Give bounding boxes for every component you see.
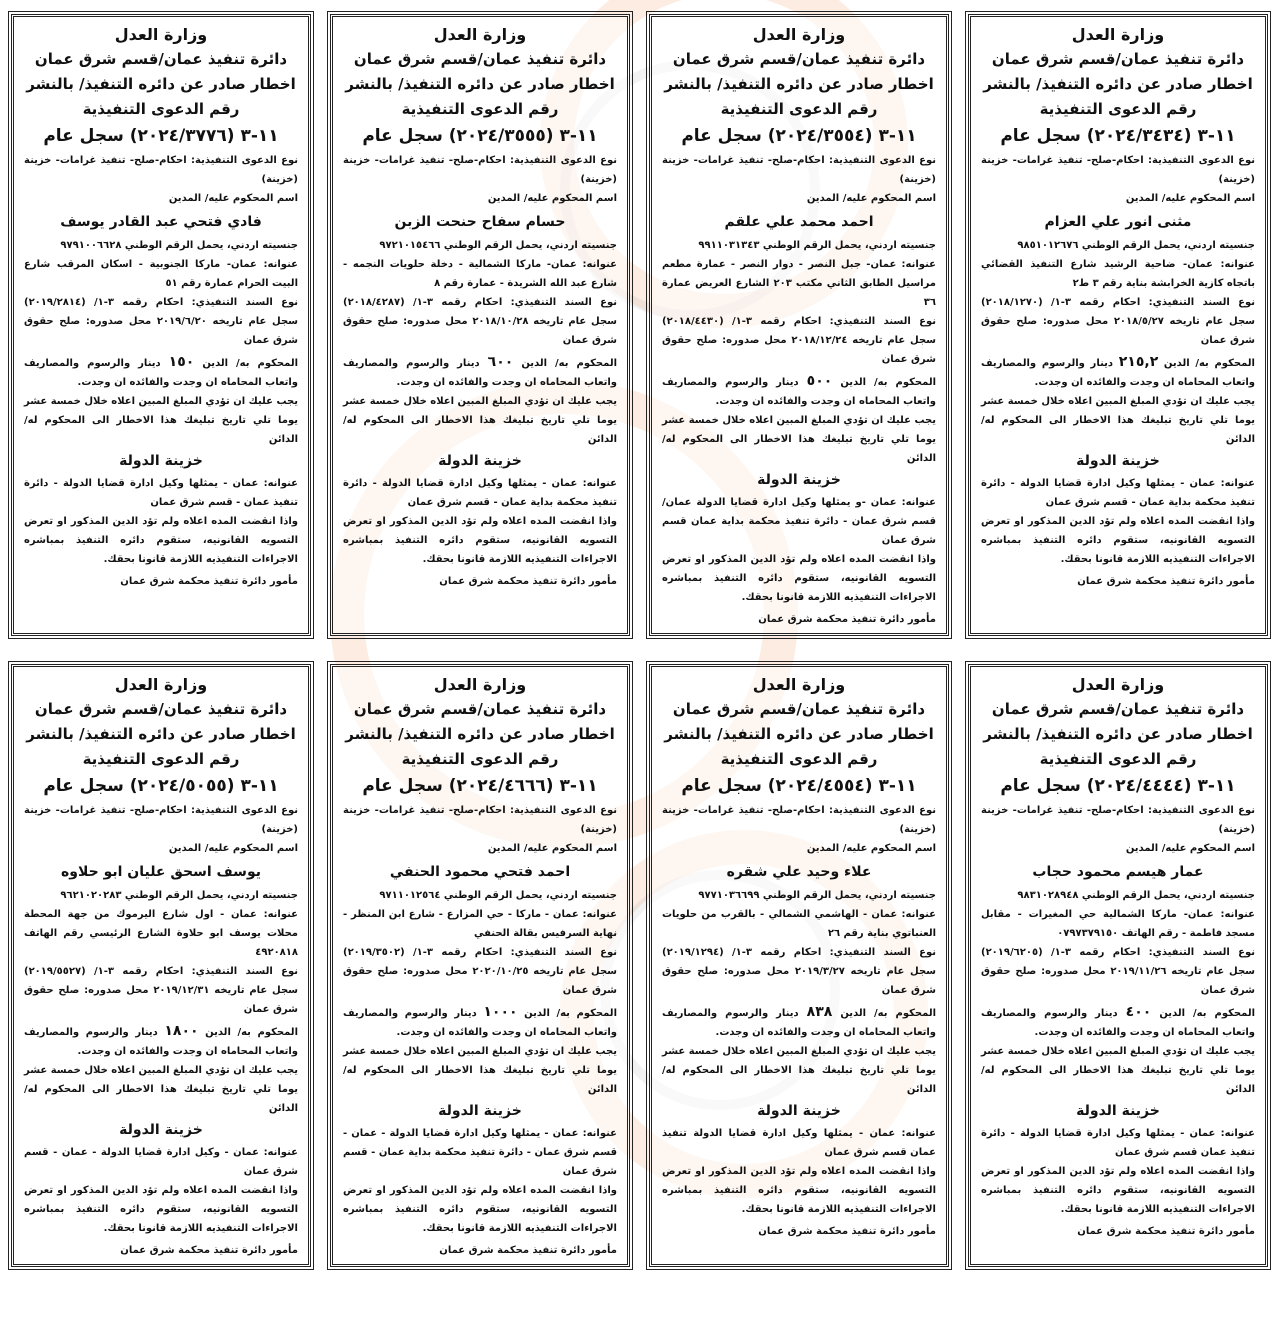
department-title: دائرة تنفيذ عمان/قسم شرق عمان (34, 700, 288, 718)
judgment-amount (24, 353, 298, 392)
legal-notice (330, 14, 630, 636)
legal-notice (649, 664, 949, 1267)
ministry-title: وزارة العدل (752, 25, 846, 44)
debtor-id: جنسيته اردني، يحمل الرقم الوطني ٩٧٢١٠١٥٤٦٦ (379, 240, 617, 251)
enforcement-warning: واذا انقضت المده اعلاه ولم تؤد الدين المذكور او تعرض التسويه القانونيه، ستقوم دائره التنفيذ بمباشره الاجراءات التنفيذيه اللازمة قانونا بحقك. (24, 1185, 298, 1234)
debtor-id: جنسيته اردني، يحمل الرقم الوطني ٩٧٩١٠٠٦٦٢٨ (60, 240, 298, 251)
execution-bond: نوع السند التنفيذي: احكام رقمه ٣-١/ (٢٠١٩/١٢٩٤) سجل عام تاريخه ٢٠١٩/٣/٢٧ محل صدوره: صلح حقوق شرق عمان (662, 947, 936, 996)
creditor-name: خزينة الدولة (438, 1103, 522, 1119)
amount-suffix: دينار والرسوم والمصاريف واتعاب المحاماه ان وجدت والفائده ان وجدت. (343, 358, 617, 388)
execution-bond: نوع السند التنفيذي: احكام رقمه ٣-١/ (٢٠١٩/٥٥٢٧) سجل عام تاريخه ٢٠١٩/١٢/٣١ محل صدوره: صلح حقوق شرق عمان (24, 966, 298, 1015)
creditor-address: عنوانه: عمان - يمثلها وكيل ادارة قضايا الدولة تنفيذ عمان قسم شرق عمان (662, 1128, 936, 1158)
judgment-amount (343, 353, 617, 392)
creditor-address: عنوانه: عمان -و يمثلها وكيل ادارة قضايا الدولة عمان/ قسم شرق عمان - دائرة تنفيذ محكمة بداية عمان قسم شرق عمان (662, 497, 936, 546)
enforcement-warning: واذا انقضت المده اعلاه ولم تؤد الدين المذكور او تعرض التسويه القانونيه، ستقوم دائره التنفيذ بمباشره الاجراءات التنفيذيه اللازمة قانونا بحقك. (343, 1185, 617, 1234)
amount-prefix: المحكوم به/ الدين (205, 1027, 298, 1038)
amount-suffix: دينار والرسوم والمصاريف واتعاب المحاماه ان وجدت والفائده ان وجدت. (981, 358, 1255, 388)
execution-bond: نوع السند التنفيذي: احكام رقمه ٣-١/ (٢٠١٨/٤٢٨٧) سجل عام تاريخه ٢٠١٨/١٠/٢٨ محل صدوره: صلح حقوق شرق عمان (343, 297, 617, 346)
legal-notice (11, 14, 311, 636)
officer-signature: مأمور دائرة تنفيذ محكمة شرق عمان (758, 1226, 936, 1237)
case-number: ١١-٣ (٢٠٢٤/٤٥٥٤) سجل عام (681, 776, 917, 796)
debtor-name: علاء وحيد علي شقره (726, 864, 872, 880)
debtor-name: عمار هيسم محمود حجاب (1032, 864, 1204, 880)
debtor-id: جنسيته اردني، يحمل الرقم الوطني ٩٦٢١٠٢٠٢٨٣ (60, 890, 298, 901)
ministry-title: وزارة العدل (433, 675, 527, 694)
notice-title: اخطار صادر عن دائره التنفيذ/ بالنشر (26, 75, 296, 93)
amount-suffix: دينار والرسوم والمصاريف واتعاب المحاماه ان وجدت والفائده ان وجدت. (24, 1027, 298, 1057)
debtor-label: اسم المحكوم عليه/ المدين (806, 843, 936, 854)
payment-instruction: يجب عليك ان تؤدي المبلغ المبين اعلاه خلال خمسة عشر يوما تلي تاريخ تبليغك هذا الاخطار الى المحكوم له/ الدائن (23, 396, 298, 445)
department-title: دائرة تنفيذ عمان/قسم شرق عمان (672, 700, 926, 718)
amount-value: ١٠٠٠ (483, 1004, 518, 1020)
amount-prefix: المحكوم به/ الدين (1163, 358, 1255, 369)
amount-prefix: المحكوم به/ الدين (524, 1008, 617, 1019)
debtor-name: احمد محمد علي علقم (724, 214, 874, 230)
amount-suffix: دينار والرسوم والمصاريف واتعاب المحاماه ان وجدت والفائده ان وجدت. (662, 377, 936, 407)
amount-suffix: دينار والرسوم والمصاريف واتعاب المحاماه ان وجدت والفائده ان وجدت. (24, 358, 298, 388)
judgment-amount (981, 1003, 1255, 1042)
amount-value: ٨٣٨ (806, 1004, 833, 1020)
legal-notice (968, 664, 1268, 1267)
case-label: رقم الدعوى التنفيذية (82, 750, 240, 768)
enforcement-warning: واذا انقضت المده اعلاه ولم تؤد الدين المذكور او تعرض التسويه القانونيه، ستقوم دائره التنفيذ بمباشره الاجراءات التنفيذيه اللازمة قانونا بحقك. (981, 1166, 1255, 1215)
notice-title: اخطار صادر عن دائره التنفيذ/ بالنشر (983, 75, 1253, 93)
creditor-address: عنوانه: عمان - يمثلها وكيل ادارة قضايا الدولة - دائرة تنفيذ عمان قسم شرق عمان (981, 1128, 1255, 1158)
debtor-label: اسم المحكوم عليه/ المدين (168, 193, 298, 204)
amount-suffix: دينار والرسوم والمصاريف واتعاب المحاماه ان وجدت والفائده ان وجدت. (343, 1008, 617, 1038)
debtor-address: عنوانه: عمان - اول شارع اليرموك من جهة المحطة محلات يوسف ابو حلاوة الشارع الرئيسي رقم الهاتف ٤٩٢٠٨١٨ (24, 909, 298, 958)
claim-type: نوع الدعوى التنفيذية: احكام-صلح- تنفيذ غرامات- خزينة (خزينة) (981, 155, 1255, 185)
debtor-label: اسم المحكوم عليه/ المدين (168, 843, 298, 854)
debtor-label: اسم المحكوم عليه/ المدين (1125, 193, 1255, 204)
debtor-name: احمد فتحي محمود الحنفي (389, 864, 571, 880)
payment-instruction: يجب عليك ان تؤدي المبلغ المبين اعلاه خلال خمسة عشر يوما تلي تاريخ تبليغك هذا الاخطار الى المحكوم له/ الدائن (342, 1046, 617, 1095)
debtor-id: جنسيته اردني، يحمل الرقم الوطني ٩٩١١٠٣١٣٤٣ (698, 240, 936, 251)
execution-bond: نوع السند التنفيذي: احكام رقمه ٣-١/ (٢٠١٨/١٢٧٠) سجل عام تاريخه ٢٠١٨/٥/٢٧ محل صدوره: صلح حقوق شرق عمان (981, 297, 1255, 346)
debtor-address: عنوانه: عمان- ماركا الشمالية - دخلة حلويات النجمه - شارع عبد الله الشريدة - عمارة رقم ٨ (343, 259, 617, 289)
legal-notice (649, 14, 949, 636)
legal-notice (968, 14, 1268, 636)
notice-title: اخطار صادر عن دائره التنفيذ/ بالنشر (345, 75, 615, 93)
case-label: رقم الدعوى التنفيذية (720, 750, 878, 768)
case-number: ١١-٣ (٢٠٢٤/٣٥٥٤) سجل عام (681, 126, 917, 146)
debtor-id: جنسيته اردني، يحمل الرقم الوطني ٩٧١١٠١٢٥٦٤ (379, 890, 617, 901)
amount-value: ٥٠٠ (806, 373, 833, 389)
creditor-name: خزينة الدولة (757, 1103, 841, 1119)
debtor-label: اسم المحكوم عليه/ المدين (487, 193, 617, 204)
enforcement-warning: واذا انقضت المده اعلاه ولم تؤد الدين المذكور او تعرض التسويه القانونيه، ستقوم دائره التنفيذ بمباشره الاجراءات التنفيذيه اللازمة قانونا بحقك. (24, 516, 298, 565)
debtor-address: عنوانه: عمان- ضاحية الرشيد شارع التنفيذ القضائي باتجاه كازية الخرابشة بناية رقم ٣ ط٢ (981, 259, 1255, 289)
amount-suffix: دينار والرسوم والمصاريف واتعاب المحاماه ان وجدت والفائده ان وجدت. (981, 1008, 1255, 1038)
debtor-name: حسام سفاح حنحت الزبن (394, 214, 566, 230)
debtor-address: عنوانه: عمان- ماركا الجنوبية - اسكان المرقب شارع البيت الحرام عمارة رقم ٥١ (24, 259, 298, 289)
officer-signature: مأمور دائرة تنفيذ محكمة شرق عمان (758, 614, 936, 625)
claim-type: نوع الدعوى التنفيذية: احكام-صلح- تنفيذ غرامات- خزينة (خزينة) (24, 155, 298, 185)
amount-value: ٤٠٠ (1125, 1004, 1152, 1020)
department-title: دائرة تنفيذ عمان/قسم شرق عمان (991, 700, 1245, 718)
ministry-title: وزارة العدل (1071, 25, 1165, 44)
enforcement-warning: واذا انقضت المده اعلاه ولم تؤد الدين المذكور او تعرض التسويه القانونيه، ستقوم دائره التنفيذ بمباشره الاجراءات التنفيذيه اللازمة قانونا بحقك. (343, 516, 617, 565)
creditor-address: عنوانه: عمان - يمثلها وكيل ادارة قضايا الدولة - دائرة تنفيذ محكمة بداية عمان - قسم شرق عمان (981, 478, 1255, 508)
creditor-address: عنوانه: عمان - يمثلها وكيل ادارة قضايا الدولة - دائرة تنفيذ عمان - قسم شرق عمان (24, 478, 298, 508)
officer-signature: مأمور دائرة تنفيذ محكمة شرق عمان (120, 1245, 298, 1256)
creditor-address: عنوانه: عمان - يمثلها وكيل ادارة قضايا الدولة - دائرة تنفيذ محكمة بداية عمان - قسم شرق عمان (343, 478, 617, 508)
judgment-amount (662, 372, 936, 411)
debtor-name: فادي فتحي عبد القادر يوسف (60, 214, 262, 230)
creditor-name: خزينة الدولة (119, 1122, 203, 1138)
ministry-title: وزارة العدل (114, 675, 208, 694)
notice-title: اخطار صادر عن دائره التنفيذ/ بالنشر (664, 725, 934, 743)
debtor-id: جنسيته اردني، يحمل الرقم الوطني ٩٨٥١٠١٢٦٧٦ (1017, 240, 1255, 251)
notices-grid (10, 0, 1268, 1267)
execution-bond: نوع السند التنفيذي: احكام رقمه ٣-١/ (٢٠١٩/٢٨١٤) سجل عام تاريخه ٢٠١٩/٦/٢٠ محل صدوره: صلح حقوق شرق عمان (24, 297, 298, 346)
debtor-label: اسم المحكوم عليه/ المدين (487, 843, 617, 854)
ministry-title: وزارة العدل (433, 25, 527, 44)
department-title: دائرة تنفيذ عمان/قسم شرق عمان (672, 50, 926, 68)
department-title: دائرة تنفيذ عمان/قسم شرق عمان (353, 50, 607, 68)
enforcement-warning: واذا انقضت المده اعلاه ولم تؤد الدين المذكور او تعرض التسويه القانونيه، ستقوم دائره التنفيذ بمباشره الاجراءات التنفيذيه اللازمة قانونا بحقك. (981, 516, 1255, 565)
claim-type: نوع الدعوى التنفيذية: احكام-صلح- تنفيذ غرامات- خزينة (خزينة) (343, 805, 617, 835)
payment-instruction: يجب عليك ان تؤدي المبلغ المبين اعلاه خلال خمسة عشر يوما تلي تاريخ تبليغك هذا الاخطار الى المحكوم له/ الدائن (661, 415, 936, 464)
debtor-name: مثنى انور علي العزام (1044, 214, 1192, 230)
department-title: دائرة تنفيذ عمان/قسم شرق عمان (353, 700, 607, 718)
payment-instruction: يجب عليك ان تؤدي المبلغ المبين اعلاه خلال خمسة عشر يوما تلي تاريخ تبليغك هذا الاخطار الى المحكوم له/ الدائن (661, 1046, 936, 1095)
payment-instruction: يجب عليك ان تؤدي المبلغ المبين اعلاه خلال خمسة عشر يوما تلي تاريخ تبليغك هذا الاخطار الى المحكوم له/ الدائن (342, 396, 617, 445)
creditor-name: خزينة الدولة (119, 453, 203, 469)
debtor-id: جنسيته اردني، يحمل الرقم الوطني ٩٧٧١٠٣٦٦٩٩ (698, 890, 936, 901)
case-label: رقم الدعوى التنفيذية (1039, 750, 1197, 768)
judgment-amount (343, 1003, 617, 1042)
amount-value: ١٨٠٠ (164, 1023, 199, 1039)
payment-instruction: يجب عليك ان تؤدي المبلغ المبين اعلاه خلال خمسة عشر يوما تلي تاريخ تبليغك هذا الاخطار الى المحكوم له/ الدائن (23, 1065, 298, 1114)
payment-instruction: يجب عليك ان تؤدي المبلغ المبين اعلاه خلال خمسة عشر يوما تلي تاريخ تبليغك هذا الاخطار الى المحكوم له/ الدائن (980, 396, 1255, 445)
department-title: دائرة تنفيذ عمان/قسم شرق عمان (34, 50, 288, 68)
creditor-address: عنوانه: عمان - يمثلها وكيل ادارة قضايا الدولة - عمان - قسم شرق عمان - دائرة تنفيذ محكمة بداية عمان - قسم شرق عمان (343, 1128, 617, 1177)
ministry-title: وزارة العدل (114, 25, 208, 44)
debtor-address: عنوانه: عمان- ماركا الشمالية حي المغيرات - مقابل مسجد فاطمة - رقم الهاتف ٠٧٩٧٣٧٩١٥٠ (981, 909, 1255, 939)
judgment-amount (24, 1022, 298, 1061)
notice-title: اخطار صادر عن دائره التنفيذ/ بالنشر (26, 725, 296, 743)
creditor-name: خزينة الدولة (1076, 1103, 1160, 1119)
claim-type: نوع الدعوى التنفيذية: احكام-صلح- تنفيذ غرامات- خزينة (خزينة) (981, 805, 1255, 835)
creditor-name: خزينة الدولة (1076, 453, 1160, 469)
notice-title: اخطار صادر عن دائره التنفيذ/ بالنشر (664, 75, 934, 93)
creditor-address: عنوانه: عمان - وكيل ادارة قضايا الدولة - عمان - قسم شرق عمان (24, 1147, 298, 1177)
officer-signature: مأمور دائرة تنفيذ محكمة شرق عمان (120, 576, 298, 587)
amount-prefix: المحكوم به/ الدين (1159, 1008, 1255, 1019)
amount-prefix: المحكوم به/ الدين (840, 1008, 936, 1019)
case-number: ١١-٣ (٢٠٢٤/٣٥٥٥) سجل عام (362, 126, 598, 146)
legal-notice (330, 664, 630, 1267)
amount-prefix: المحكوم به/ الدين (840, 377, 936, 388)
creditor-name: خزينة الدولة (438, 453, 522, 469)
payment-instruction: يجب عليك ان تؤدي المبلغ المبين اعلاه خلال خمسة عشر يوما تلي تاريخ تبليغك هذا الاخطار الى المحكوم له/ الدائن (980, 1046, 1255, 1095)
debtor-address: عنوانه: عمان- جبل النصر - دوار النصر - عمارة مطعم مراسيل الطابق الثاني مكتب ٢٠٣ الشارع العريض عمارة ٣٦ (662, 259, 936, 308)
amount-value: ٦٠٠ (487, 354, 514, 370)
judgment-amount (662, 1003, 936, 1042)
execution-bond: نوع السند التنفيذي: احكام رقمه ٣-١/ (٢٠١٨/٤٤٣٠) سجل عام تاريخه ٢٠١٨/١٢/٢٤ محل صدوره: صلح حقوق شرق عمان (662, 316, 936, 365)
case-number: ١١-٣ (٢٠٢٤/٥٠٥٥) سجل عام (43, 776, 279, 796)
case-label: رقم الدعوى التنفيذية (401, 100, 559, 118)
enforcement-warning: واذا انقضت المده اعلاه ولم تؤد الدين المذكور او تعرض التسويه القانونيه، ستقوم دائره التنفيذ بمباشره الاجراءات التنفيذيه اللازمة قانونا بحقك. (662, 554, 936, 603)
officer-signature: مأمور دائرة تنفيذ محكمة شرق عمان (1077, 1226, 1255, 1237)
case-label: رقم الدعوى التنفيذية (82, 100, 240, 118)
case-number: ١١-٣ (٢٠٢٤/٤٤٤٤) سجل عام (1000, 776, 1236, 796)
debtor-address: عنوانه: عمان - ماركا - حي المزارع - شارع ابن المنظر - نهاية السرفيس بقالة الحنفي (343, 909, 617, 939)
claim-type: نوع الدعوى التنفيذية: احكام-صلح- تنفيذ غرامات- خزينة (خزينة) (662, 155, 936, 185)
judgment-amount (981, 353, 1255, 392)
amount-prefix: المحكوم به/ الدين (202, 358, 298, 369)
amount-value: ١٥٠ (168, 354, 195, 370)
debtor-label: اسم المحكوم عليه/ المدين (1125, 843, 1255, 854)
ministry-title: وزارة العدل (1071, 675, 1165, 694)
ministry-title: وزارة العدل (752, 675, 846, 694)
case-label: رقم الدعوى التنفيذية (720, 100, 878, 118)
legal-notice (11, 664, 311, 1267)
officer-signature: مأمور دائرة تنفيذ محكمة شرق عمان (439, 1245, 617, 1256)
debtor-name: يوسف اسحق عليان ابو حلاوه (61, 864, 261, 880)
officer-signature: مأمور دائرة تنفيذ محكمة شرق عمان (439, 576, 617, 587)
debtor-label: اسم المحكوم عليه/ المدين (806, 193, 936, 204)
claim-type: نوع الدعوى التنفيذية: احكام-صلح- تنفيذ غرامات- خزينة (خزينة) (343, 155, 617, 185)
amount-value: ٢١٥,٢ (1118, 354, 1159, 370)
notice-title: اخطار صادر عن دائره التنفيذ/ بالنشر (345, 725, 615, 743)
execution-bond: نوع السند التنفيذي: احكام رقمه ٣-١/ (٢٠١٩/٣٥٠٢) سجل عام تاريخه ٢٠٢٠/١٠/٢٥ محل صدوره: صلح حقوق شرق عمان (343, 947, 617, 996)
amount-prefix: المحكوم به/ الدين (521, 358, 617, 369)
case-label: رقم الدعوى التنفيذية (401, 750, 559, 768)
department-title: دائرة تنفيذ عمان/قسم شرق عمان (991, 50, 1245, 68)
claim-type: نوع الدعوى التنفيذية: احكام-صلح- تنفيذ غرامات- خزينة (خزينة) (24, 805, 298, 835)
creditor-name: خزينة الدولة (757, 472, 841, 488)
enforcement-warning: واذا انقضت المده اعلاه ولم تؤد الدين المذكور او تعرض التسويه القانونيه، ستقوم دائره التنفيذ بمباشره الاجراءات التنفيذيه اللازمة قانونا بحقك. (662, 1166, 936, 1215)
case-number: ١١-٣ (٢٠٢٤/٣٤٣٤) سجل عام (1000, 126, 1236, 146)
execution-bond: نوع السند التنفيذي: احكام رقمه ٣-١/ (٢٠١٩/٦٢٠٥) سجل عام تاريخه ٢٠١٩/١١/٢٦ محل صدوره: صلح حقوق شرق عمان (981, 947, 1255, 996)
debtor-id: جنسيته اردني، يحمل الرقم الوطني ٩٨٣١٠٢٨٩٤٨ (1017, 890, 1255, 901)
case-number: ١١-٣ (٢٠٢٤/٤٦٦٦) سجل عام (362, 776, 598, 796)
amount-suffix: دينار والرسوم والمصاريف واتعاب المحاماه ان وجدت والفائده ان وجدت. (662, 1008, 936, 1038)
case-number: ١١-٣ (٢٠٢٤/٣٧٧٦) سجل عام (43, 126, 279, 146)
claim-type: نوع الدعوى التنفيذية: احكام-صلح- تنفيذ غرامات- خزينة (خزينة) (662, 805, 936, 835)
debtor-address: عنوانه: عمان - الهاشمي الشمالي - بالقرب من حلويات العنباتوي بناية رقم ٢٦ (662, 909, 936, 939)
notice-title: اخطار صادر عن دائره التنفيذ/ بالنشر (983, 725, 1253, 743)
case-label: رقم الدعوى التنفيذية (1039, 100, 1197, 118)
officer-signature: مأمور دائرة تنفيذ محكمة شرق عمان (1077, 576, 1255, 587)
